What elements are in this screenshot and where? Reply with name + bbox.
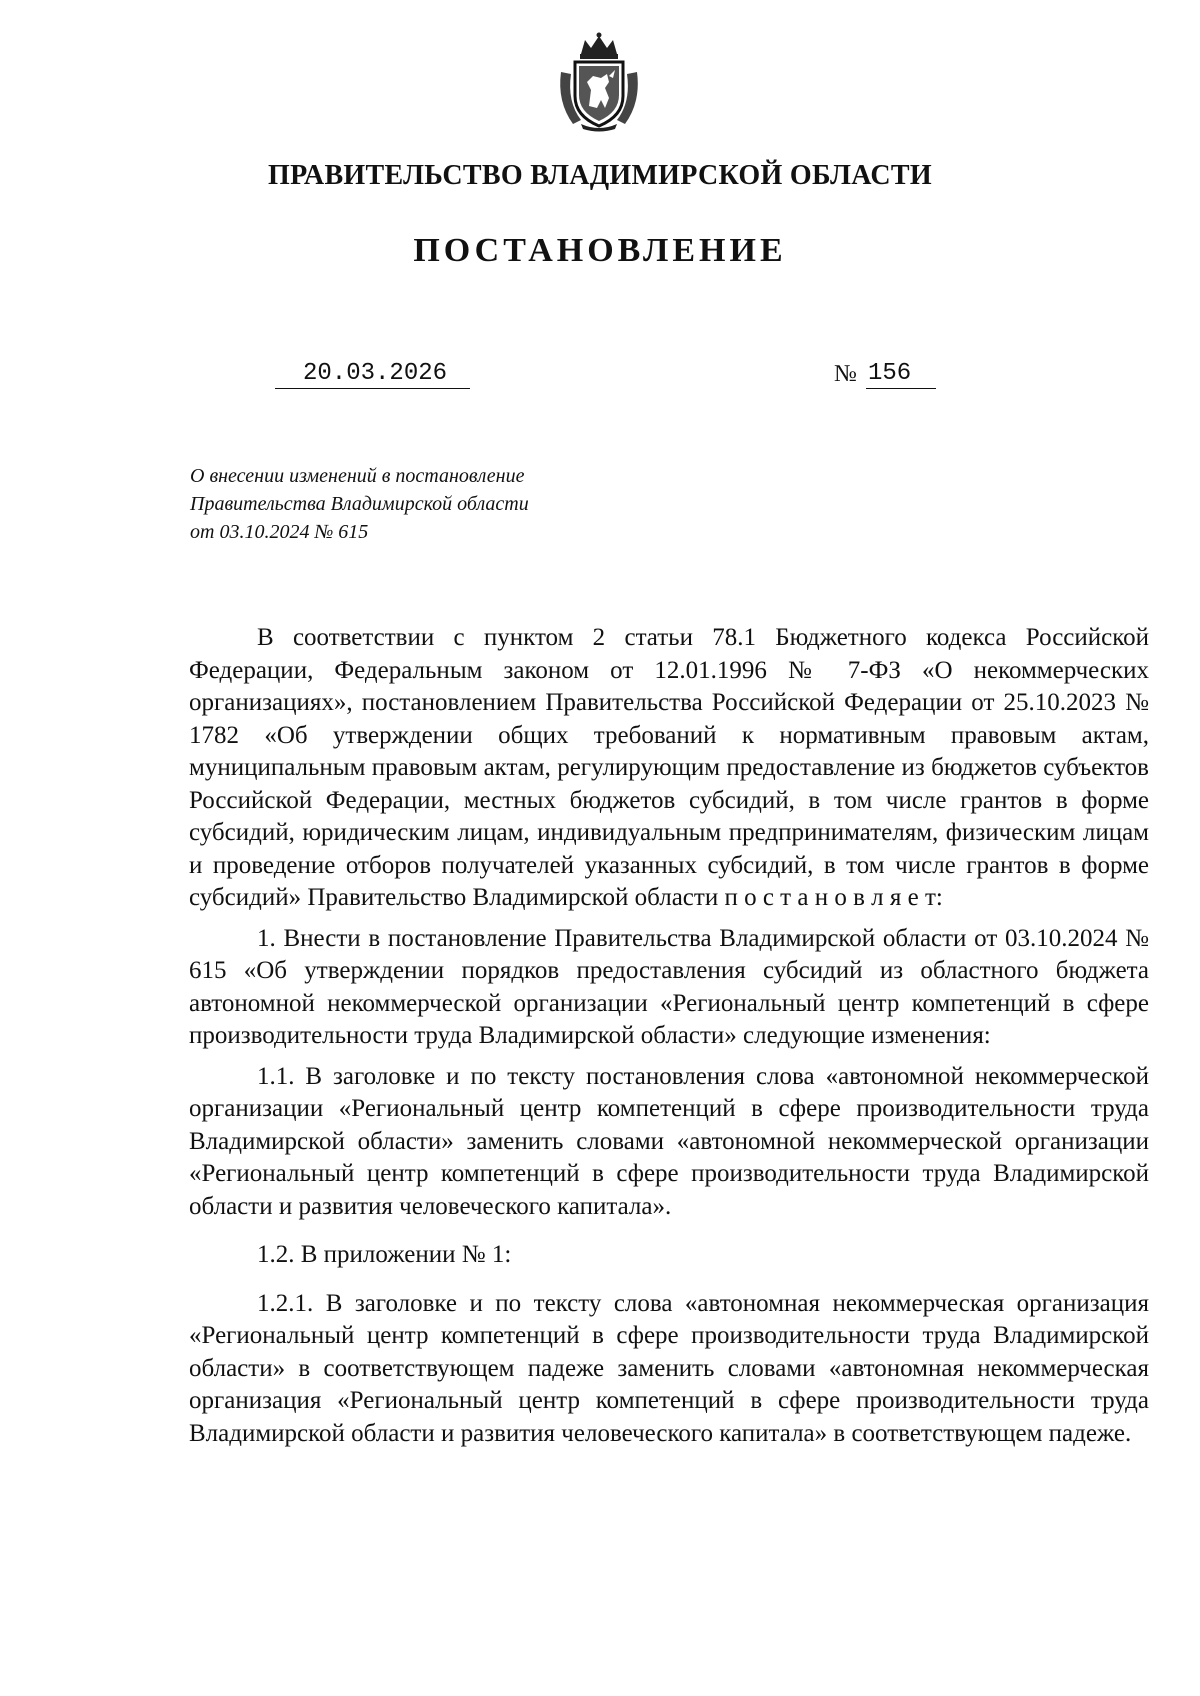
clause-1: 1. Внести в постановление Правительства Владимирской области от 03.10.2024 № 615 «Об утверждении порядков предоставления субсидий из областного бюджета автономной некоммерческой организации «Региональный центр компетенций в сфере производительности труда Владимирской области» следующие изменения: xyxy=(189,924,1149,1049)
subject-line: О внесении изменений в постановление xyxy=(190,465,525,487)
document-date: 20.03.2026 xyxy=(303,360,448,387)
clause-1-2-1: 1.2.1. В заголовке и по тексту слова «автономная некоммерческая организация «Региональный центр компетенций в сфере производительности труда Владимирской области» в соответствующем падеже заменить словами «автономная некоммерческая организация «Региональный центр компетенций в сфере производительности труда Владимирской области и развития человеческого капитала» в соответствующем падеже. xyxy=(189,1289,1149,1447)
document-number: 156 xyxy=(868,360,912,387)
government-name: ПРАВИТЕЛЬСТВО ВЛАДИМИРСКОЙ ОБЛАСТИ xyxy=(268,160,932,191)
vladimir-region-coat-of-arms-icon xyxy=(551,32,647,132)
document-subject xyxy=(190,462,620,546)
preamble-paragraph: В соответствии с пунктом 2 статьи 78.1 Бюджетного кодекса Российской Федерации, Федеральным законом от 12.01.1996 № 7-ФЗ «О некоммерческих организациях», постановлением Правительства Российской Федерации от 25.10.2023 № 1782 «Об утверждении общих требований к нормативным правовым актам, муниципальным правовым актам, регулирующим предоставление из бюджетов субъектов Российской Федерации, местных бюджетов субсидий, в том числе грантов в форме субсидий, юридическим лицам, индивидуальным предпринимателям, физическим лицам и проведение отборов получателей указанных субсидий, в том числе грантов в форме субсидий» Правительство Владимирской области п о с т а н о в л я е т: xyxy=(189,624,1149,911)
subject-line: от 03.10.2024 № 615 xyxy=(190,521,369,543)
document-type-title: ПОСТАНОВЛЕНИЕ xyxy=(413,232,787,269)
subject-line: Правительства Владимирской области xyxy=(190,493,529,515)
clause-1-1: 1.1. В заголовке и по тексту постановления слова «автономной некоммерческой организации «Региональный центр компетенций в сфере производительности труда Владимирской области» заменить словами «автономной некоммерческой организации «Региональный центр компетенций в сфере производительности труда Владимирской области и развития человеческого капитала». xyxy=(189,1062,1149,1220)
clause-1-2: 1.2. В приложении № 1: xyxy=(257,1241,512,1268)
document-body xyxy=(189,622,1149,1450)
number-sign: № xyxy=(834,361,857,387)
